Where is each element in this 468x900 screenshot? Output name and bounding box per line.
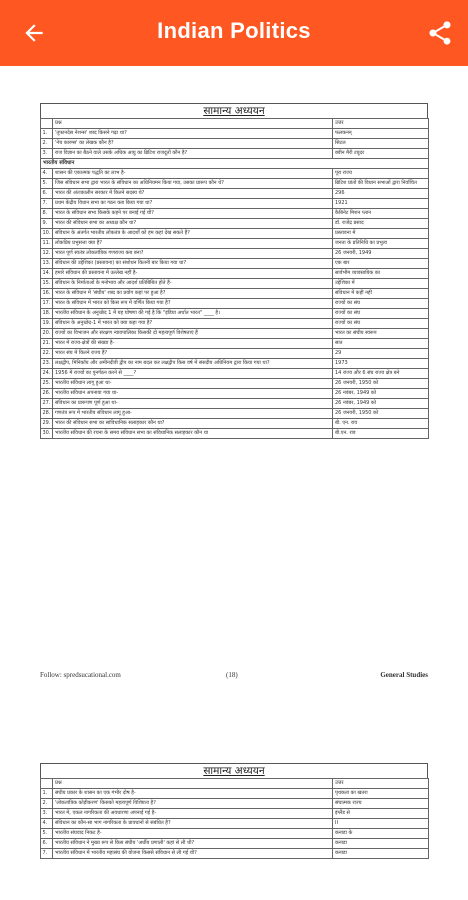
table-row xyxy=(41,228,429,238)
question-number: 28. xyxy=(41,408,53,418)
column-question: प्रश्न xyxy=(53,119,333,129)
question-number: 17. xyxy=(41,298,53,308)
answer-text: प्रस्तावना में xyxy=(333,228,429,238)
answer-text: संविधान में कहीं नहीं xyxy=(333,288,429,298)
section-title: भारतीय संविधान xyxy=(41,158,429,168)
question-number: 29. xyxy=(41,418,53,428)
answer-text: 14 राज्य और 6 संघ राज्य क्षेत्र बने xyxy=(333,368,429,378)
table-row xyxy=(41,808,429,818)
answer-text: पूरा राज्य xyxy=(333,168,429,178)
table-row xyxy=(41,318,429,328)
answer-text: 26 जनवरी, 1950 को xyxy=(333,378,429,388)
question-number: 3. xyxy=(41,148,53,158)
footer-subject: General Studies xyxy=(380,671,428,679)
document-viewer[interactable] xyxy=(0,66,468,900)
question-number: 27. xyxy=(41,398,53,408)
answer-text: राज्यों का संघ xyxy=(333,298,429,308)
question-number: 7. xyxy=(41,848,53,858)
table-row xyxy=(41,288,429,298)
question-text: भारतीय संविधान की रचना के समय संविधान सभा का संविधानिक सलाहकार कौन था xyxy=(53,428,333,438)
answer-text: क्वीन मैरी टयूदर xyxy=(333,148,429,158)
question-table xyxy=(40,778,429,859)
section-row xyxy=(41,158,429,168)
page-heading: सामान्य अध्ययन xyxy=(203,765,265,777)
page-title: Indian Politics xyxy=(157,18,311,43)
question-text: राज विज्ञान का बैठने वाले उसके अधिक आयु का ब्रिटिश राजदूतों कौन है? xyxy=(53,148,333,158)
question-text: भारत के संविधान सभा किसके कहने पर बनाई गई थी? xyxy=(53,208,333,218)
question-table xyxy=(40,118,429,439)
question-text: भारत संघ में कितने राज्य हैं? xyxy=(53,348,333,358)
question-text: संविधान के अनुच्छेद-1 में भारत को क्या कहा गया है? xyxy=(53,318,333,328)
question-number: 21. xyxy=(41,338,53,348)
question-number: 20. xyxy=(41,328,53,338)
table-row xyxy=(41,788,429,798)
table-row xyxy=(41,838,429,848)
table-row xyxy=(41,368,429,378)
table-row xyxy=(41,148,429,158)
answer-text: II xyxy=(333,818,429,828)
table-row xyxy=(41,308,429,318)
question-number: 6. xyxy=(41,838,53,848)
table-row xyxy=(41,258,429,268)
column-answer: उत्तर xyxy=(333,119,429,129)
question-text: लोकप्रिय प्रभुसत्ता क्या है? xyxy=(53,238,333,248)
table-row xyxy=(41,328,429,338)
app-bar xyxy=(0,0,468,66)
question-number: 4. xyxy=(41,168,53,178)
question-number: 2. xyxy=(41,798,53,808)
page-footer xyxy=(40,671,428,683)
table-row xyxy=(41,798,429,808)
table-row xyxy=(41,178,429,188)
question-number: 30. xyxy=(41,428,53,438)
question-number: 10. xyxy=(41,228,53,238)
question-text: संघीय प्रकार के शासन का एक गंभीर दोष है- xyxy=(53,788,333,798)
answer-text: इंग्लैंड से xyxy=(333,808,429,818)
question-number: 3. xyxy=(41,808,53,818)
answer-text: 26 नवंबर, 1949 को xyxy=(333,398,429,408)
column-answer: उत्तर xyxy=(333,779,429,789)
table-row xyxy=(41,208,429,218)
question-number: 15. xyxy=(41,278,53,288)
column-question: प्रश्न xyxy=(53,779,333,789)
question-number: 2. xyxy=(41,138,53,148)
table-row xyxy=(41,298,429,308)
question-text: हमारे संविधान की प्रस्तावना में उल्लेख नहीं है- xyxy=(53,268,333,278)
answer-text: संघात्मक राज्य xyxy=(333,798,429,808)
share-icon[interactable] xyxy=(426,19,454,47)
question-text: भारतीय संविधान लागू हुआ था- xyxy=(53,378,333,388)
question-text: भारत के संविधान में भारत को किस रूप में वर्णित किया गया है? xyxy=(53,298,333,308)
question-text: संविधान के अंतर्गत भारतीय लोकतंत्र के आदर्शों को हम कहां देख सकते हैं? xyxy=(53,228,333,238)
table-row xyxy=(41,398,429,408)
question-text: भारत की संविधान सभा का अध्यक्ष कौन था? xyxy=(53,218,333,228)
answer-text: राज्यों का संघ xyxy=(333,308,429,318)
question-text: जिस संविधान सभा द्वारा भारत के संविधान का अधिनियमन किया गया, उसका प्रारूप कौन थे? xyxy=(53,178,333,188)
question-text: भारतीय संविधान अपनाया गया था- xyxy=(53,388,333,398)
document-page-2 xyxy=(40,763,428,859)
question-number: 8. xyxy=(41,208,53,218)
answer-text: फलकनन् xyxy=(333,128,429,138)
question-number: 23. xyxy=(41,358,53,368)
question-text: 1956 में राज्यों का पुनर्गठन करने से ____? xyxy=(53,368,333,378)
table-row xyxy=(41,388,429,398)
question-number: 16. xyxy=(41,288,53,298)
question-number: 24. xyxy=(41,368,53,378)
answer-text: 1973 xyxy=(333,358,429,368)
question-number: 19. xyxy=(41,318,53,328)
answer-text: ब्रिटिश प्रांतों की विधान सभाओं द्वारा निर्वाचित xyxy=(333,178,429,188)
answer-text: कनाडा के xyxy=(333,828,429,838)
question-number: 13. xyxy=(41,258,53,268)
question-text: भारत में राज्य-क्षेत्रों की संख्या है- xyxy=(53,338,333,348)
answer-text: सिटल xyxy=(333,138,429,148)
table-row xyxy=(41,278,429,288)
footer-website: Follow: spredsucational.com xyxy=(40,671,121,679)
question-text: संविधान के निर्माताओं के मनोभाव और आदर्श प्रतिबिंबित होते हैं- xyxy=(53,278,333,288)
question-text: राज्यों का विभाजन और संरक्षण न्यायपालिका किसकी दो महत्वपूर्ण विशेषताएं हैं xyxy=(53,328,333,338)
answer-text: कैबिनेट मिशन प्लान xyxy=(333,208,429,218)
question-number: 1. xyxy=(41,128,53,138)
table-row xyxy=(41,418,429,428)
table-row xyxy=(41,358,429,368)
question-number: 5. xyxy=(41,828,53,838)
answer-text: कनाडा xyxy=(333,848,429,858)
question-text: प्रथम केंद्रीय विधान सभा का गठन कब किया गया था? xyxy=(53,198,333,208)
table-header xyxy=(41,779,429,789)
question-text: भारत में, एकल नागरिकता की अवधारणा अपनाई गई है- xyxy=(53,808,333,818)
answer-text: बी. एन. राव xyxy=(333,418,429,428)
answer-text: सार्वभौम व्यावसायिक का xyxy=(333,268,429,278)
table-row xyxy=(41,428,429,438)
question-text: भारत की अंतःकालीन सरकार में कितने सदस्य थे? xyxy=(53,188,333,198)
table-row xyxy=(41,138,429,148)
answer-text: 29 xyxy=(333,348,429,358)
question-number: 25. xyxy=(41,378,53,388)
question-text: भारतीय संघवाद निकट है- xyxy=(53,828,333,838)
question-number: 11. xyxy=(41,238,53,248)
table-row xyxy=(41,338,429,348)
question-text: 'लोकतांत्रिक कोड़ीकरण' किसको महत्वपूर्ण विशिष्टता है? xyxy=(53,798,333,808)
question-number: 14. xyxy=(41,268,53,278)
table-row xyxy=(41,818,429,828)
answer-text: पृथकता का खतरा xyxy=(333,788,429,798)
question-text: भारतीय संविधान में भारतीय महासंघ की योजना किससे संविधान से ली गई थी? xyxy=(53,848,333,858)
footer-page-number: (18) xyxy=(226,671,238,679)
question-text: भारत पूर्ण स्वतंत्र लोकतांत्रिक गणराज्य कब बना? xyxy=(53,248,333,258)
question-text: भारतीय संविधान ने मुख्य रूप से किस संघीय 'अर्धीय प्रणाली' कहां से ली थी? xyxy=(53,838,333,848)
table-row xyxy=(41,828,429,838)
question-text: संविधान का प्रारूपण पूर्ण हुआ था- xyxy=(53,398,333,408)
question-number: 7. xyxy=(41,198,53,208)
answer-text: उद्देशिका में xyxy=(333,278,429,288)
answer-text: राज्यों का संघ xyxy=(333,318,429,328)
answer-text: कनाडा xyxy=(333,838,429,848)
question-number: 1. xyxy=(41,788,53,798)
page-heading: सामान्य अध्ययन xyxy=(203,105,265,117)
question-text: संविधान का कौन-सा भाग नागरिकता के प्रावधानों से संबंधित है? xyxy=(53,818,333,828)
answer-text: 26 नवंबर, 1949 को xyxy=(333,388,429,398)
answer-text: 26 जनवरी, 1950 को xyxy=(333,408,429,418)
question-text: भारत की संविधान सभा का सांविधानिक सलाहकार कौन था? xyxy=(53,418,333,428)
answer-text: 296 xyxy=(333,188,429,198)
question-number: 12. xyxy=(41,248,53,258)
question-text: शासन की एकात्मक पद्धति का लाभ है- xyxy=(53,168,333,178)
table-row xyxy=(41,128,429,138)
question-text: लक्षद्वीप, मिनिकॉय और अमीनदीवी द्वीप का नाम बदल कर लक्षद्वीप किस वर्ष में संसदीय अधिनियम द्वारा किया गया था? xyxy=(53,358,333,368)
document-page-1 xyxy=(40,103,428,439)
question-number: 26. xyxy=(41,388,53,398)
question-text: भारत के संविधान में 'संघीय' शब्द का प्रयोग कहां पर हुआ है? xyxy=(53,288,333,298)
question-number: 9. xyxy=(41,218,53,228)
table-header xyxy=(41,119,429,129)
table-row xyxy=(41,268,429,278)
answer-text: भारत का संघीय स्वरूप xyxy=(333,328,429,338)
question-number: 6. xyxy=(41,188,53,198)
answer-text: 1921 xyxy=(333,198,429,208)
answer-text: बी.एन. राव xyxy=(333,428,429,438)
question-number: 18. xyxy=(41,308,53,318)
table-row xyxy=(41,218,429,228)
answer-text: 26 जनवरी, 1949 xyxy=(333,248,429,258)
question-text: 'तूफानदेस नेशन्स' शब्द किसने गढ़ा था? xyxy=(53,128,333,138)
answer-text: एक बार xyxy=(333,258,429,268)
table-row xyxy=(41,238,429,248)
question-text: भारतीय संविधान के अनुच्छेद 1 में यह घोषणा की गई है कि "इंडिया अर्थात भारत" ____ है। xyxy=(53,308,333,318)
question-text: संविधान की उद्देशिका (प्रस्तावना) का संशोधन कितनी बार किया गया था? xyxy=(53,258,333,268)
question-number: 22. xyxy=(41,348,53,358)
table-row xyxy=(41,168,429,178)
question-text: 'नेच कारम्स' का लेखक कौन है? xyxy=(53,138,333,148)
table-row xyxy=(41,408,429,418)
table-row xyxy=(41,348,429,358)
answer-text: डॉ. राजेंद्र प्रसाद xyxy=(333,218,429,228)
answer-text: सात xyxy=(333,338,429,348)
question-number: 4. xyxy=(41,818,53,828)
answer-text: जनता के प्रतिनिधि का प्रभुत्व xyxy=(333,238,429,248)
question-number: 5. xyxy=(41,178,53,188)
table-row xyxy=(41,848,429,858)
question-text: गणतंत्र रूप में भारतीय संविधान लागू हुआ- xyxy=(53,408,333,418)
table-row xyxy=(41,188,429,198)
table-row xyxy=(41,378,429,388)
table-row xyxy=(41,198,429,208)
table-row xyxy=(41,248,429,258)
